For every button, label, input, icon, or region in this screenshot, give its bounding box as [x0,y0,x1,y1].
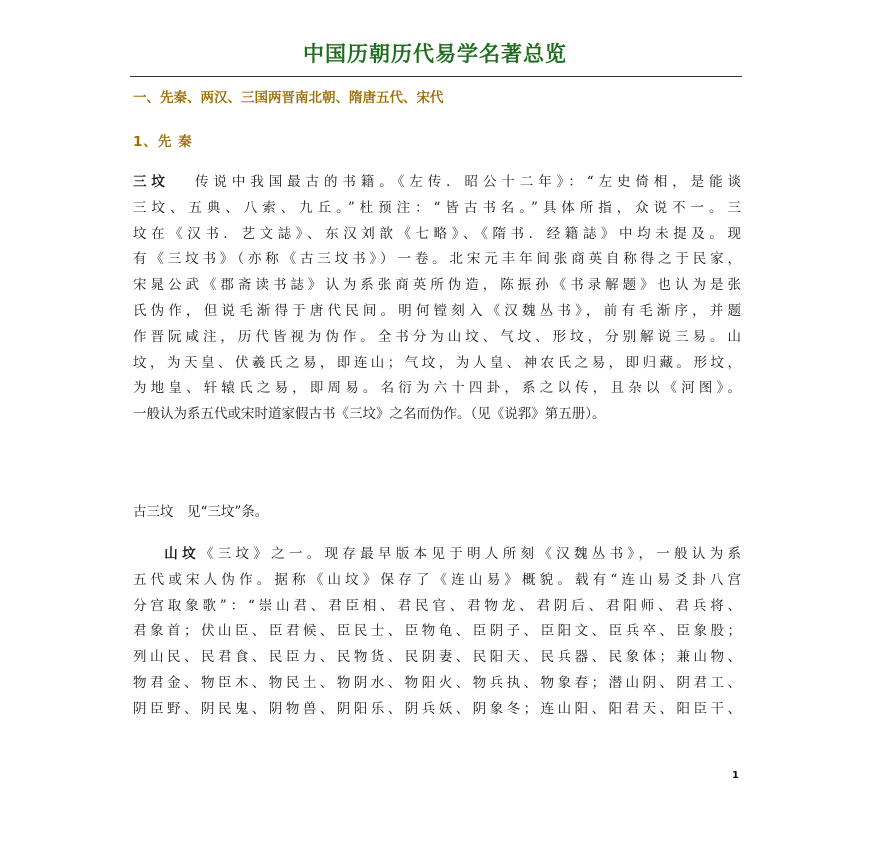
entry-term: 三坟 [133,174,170,190]
paragraph-line [133,542,741,568]
paragraph-line: 阴臣野、阴民鬼、阴物兽、阴阳乐、阴兵妖、阴象冬；连山阳、阳君天、阳臣干、 [133,700,741,717]
paragraph-line: 分宫取象歌”：“崇山君、君臣相、君民官、君物龙、君阴后、君阳师、君兵将、 [133,597,741,614]
paragraph-line [133,170,741,196]
paragraph-line: 物君金、物臣木、物民土、物阴水、物阳火、物兵执、物象春；潜山阴、阴君工、 [133,674,741,691]
sub-heading: 1、先 秦 [133,134,193,150]
paragraph-line: 宋晁公武《郡斋读书誌》认为系张商英所伪造，陈振孙《书录解题》也认为是张 [133,277,741,294]
document-title: 中国历朝历代易学名著总览 [303,42,567,66]
paragraph-line: 作晋阮咸注，历代皆视为伪作。全书分为山坟、气坟、形坟，分别解说三易。山 [133,328,741,345]
section-heading: 一、先秦、两汉、三国两晋南北朝、隋唐五代、宋代 [133,90,444,106]
paragraph-line: 三坟、五典、八索、九丘。”杜预注：“皆古书名。”具体所指，众说不一。三 [133,199,741,216]
entry-gu-san-fen [133,500,741,526]
paragraph-line: 氏伪作，但说毛渐得于唐代民间。明何镗刻入《汉魏丛书》，前有毛渐序，并题 [133,302,741,319]
paragraph-line: 古三坟 见“三坟”条。 [133,504,269,520]
paragraph-line: 有《三坟书》（亦称《古三坟书》）一卷。北宋元丰年间张商英自称得之于民家， [133,251,741,268]
line-text: 《三坟》之一。现存最早版本见于明人所刻《汉魏丛书》，一般认为系 [199,546,742,562]
paragraph-line: 坟在《汉书．艺文誌》、东汉刘歆《七略》、《隋书．经籍誌》中均未提及。现 [133,225,741,242]
paragraph-line: 五代或宋人伪作。据称《山坟》保存了《连山易》概貌。载有“连山易爻卦八宫 [133,571,741,588]
title-divider [130,76,742,77]
line-text: 传说中我国最古的书籍。《左传．昭公十二年》：“左史倚相，是能谈 [190,174,741,190]
paragraph-line: 坟，为天皇、伏羲氏之易，即连山；气坟，为人皇、神农氏之易，即归藏。形坟， [133,354,741,371]
entry-san-fen [133,170,741,428]
paragraph-line: 为地皇、轩辕氏之易，即周易。名衍为六十四卦，系之以传，且杂以《河图》。 [133,380,741,397]
paragraph-line: 君象首；伏山臣、臣君候、臣民士、臣物龟、臣阴子、臣阳文、臣兵卒、臣象股； [133,623,741,640]
paragraph-line: 列山民、民君食、民臣力、民物货、民阴妻、民阳天、民兵器、民象体；兼山物、 [133,649,741,666]
paragraph-line: 一般认为系五代或宋时道家假古书《三坟》之名而伪作。（见《说郛》第五册）。 [133,406,606,423]
entry-term: 山坟 [160,546,200,562]
page-number: 1 [732,770,739,781]
entry-shan-fen [133,542,741,723]
